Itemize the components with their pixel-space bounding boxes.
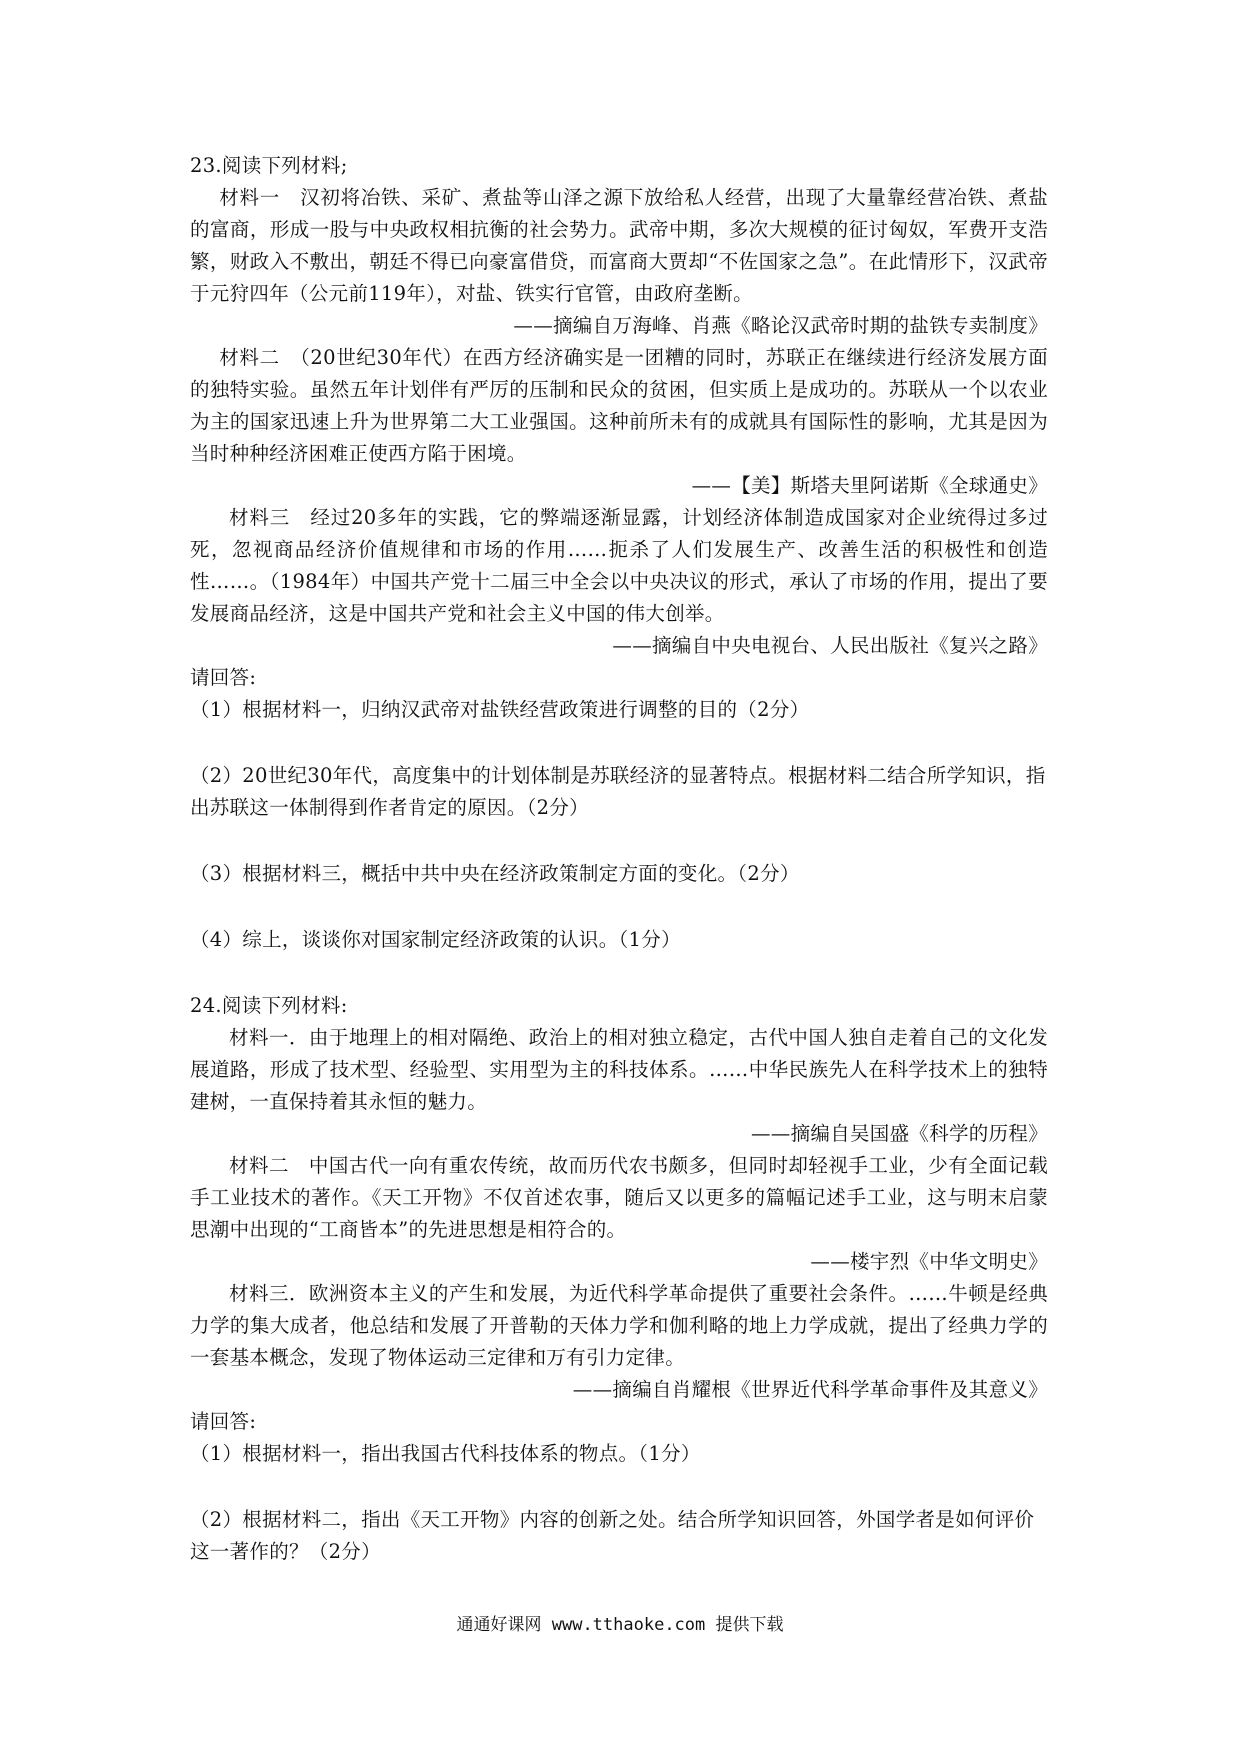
q23-material-3-source: ——摘编自中央电视台、人民出版社《复兴之路》 (612, 634, 1048, 657)
q23-material-2-source: ——【美】斯塔夫里阿诺斯《全球通史》 (691, 474, 1048, 497)
q24-material-1: 材料一．由于地理上的相对隔绝、政治上的相对独立稳定，古代中国人独自走着自己的文化发展道路，形成了技术型、经验型、实用型为主的科技体系。……中华民族先人在科学技术上的独特建树，一直保持着其永恒的魅力。 (190, 1026, 1048, 1113)
q23-material-1: 材料一 汉初将冶铁、采矿、煮盐等山泽之源下放给私人经营，出现了大量靠经营冶铁、煮盐的富商，形成一股与中央政权相抗衡的社会势力。武帝中期，多次大规模的征讨匈奴，军费开支浩繁，财政入不敷出，朝廷不得已向豪富借贷，而富商大贾却“不佐国家之急”。在此情形下，汉武帝于元狩四年（公元前119年），对盐、铁实行官管，由政府垄断。 (190, 186, 1048, 305)
q23-answer-prompt: 请回答: (190, 666, 257, 689)
q24-material-2: 材料二 中国古代一向有重农传统，故而历代农书颇多，但同时却轻视手工业，少有全面记载手工业技术的著作。《天工开物》不仅首述农事，随后又以更多的篇幅记述手工业，这与明末启蒙思潮中出现的“工商皆本”的先进思想是相符合的。 (190, 1154, 1048, 1241)
q23-subquestion-3: （3）根据材料三，概括中共中央在经济政策制定方面的变化。（2分） (190, 862, 800, 885)
q24-material-1-source: ——摘编自吴国盛《科学的历程》 (751, 1122, 1048, 1145)
page-content (190, 150, 1048, 1568)
q24-answer-prompt: 请回答: (190, 1410, 257, 1433)
q23-material-2: 材料二 （20世纪30年代）在西方经济确实是一团糟的同时，苏联正在继续进行经济发展方面的独特实验。虽然五年计划伴有严厉的压制和民众的贫困，但实质上是成功的。苏联从一个以农业为主的国家迅速上升为世界第二大工业强国。这种前所未有的成就具有国际性的影响，尤其是因为当时种种经济困难正使西方陷于困境。 (190, 346, 1048, 465)
q24-subquestion-1: （1）根据材料一，指出我国古代科技体系的物点。（1分） (190, 1442, 701, 1465)
page-footer: 通通好课网 www.tthaoke.com 提供下载 (456, 1615, 784, 1635)
q24-material-3: 材料三．欧洲资本主义的产生和发展，为近代科学革命提供了重要社会条件。……牛顿是经典力学的集大成者，他总结和发展了开普勒的天体力学和伽利略的地上力学成就，提出了经典力学的一套基本概念，发现了物体运动三定律和万有引力定律。 (190, 1282, 1048, 1369)
q24-material-2-source: ——楼宇烈《中华文明史》 (810, 1250, 1048, 1273)
q23-material-1-source: ——摘编自万海峰、肖燕《略论汉武帝时期的盐铁专卖制度》 (513, 314, 1048, 337)
q23-subquestion-4: （4）综上，谈谈你对国家制定经济政策的认识。（1分） (190, 928, 681, 951)
question-24-heading: 24.阅读下列材料: (190, 994, 348, 1017)
q23-material-3: 材料三 经过20多年的实践，它的弊端逐渐显露，计划经济体制造成国家对企业统得过多过死，忽视商品经济价值规律和市场的作用……扼杀了人们发展生产、改善生活的积极性和创造性……。（1984年）中国共产党十二届三中全会以中央决议的形式，承认了市场的作用，提出了要发展商品经济，这是中国共产党和社会主义中国的伟大创举。 (190, 506, 1048, 625)
question-23-heading: 23.阅读下列材料; (190, 154, 348, 177)
q23-subquestion-1: （1）根据材料一，归纳汉武帝对盐铁经营政策进行调整的目的（2分） (190, 698, 810, 721)
q23-subquestion-2: （2）20世纪30年代，高度集中的计划体制是苏联经济的显著特点。根据材料二结合所学知识，指出苏联这一体制得到作者肯定的原因。（2分） (190, 764, 1046, 819)
q24-material-3-source: ——摘编自肖耀根《世界近代科学革命事件及其意义》 (572, 1378, 1048, 1401)
q24-subquestion-2: （2）根据材料二，指出《天工开物》内容的创新之处。结合所学知识回答，外国学者是如何评价这一著作的？（2分） (190, 1508, 1035, 1563)
